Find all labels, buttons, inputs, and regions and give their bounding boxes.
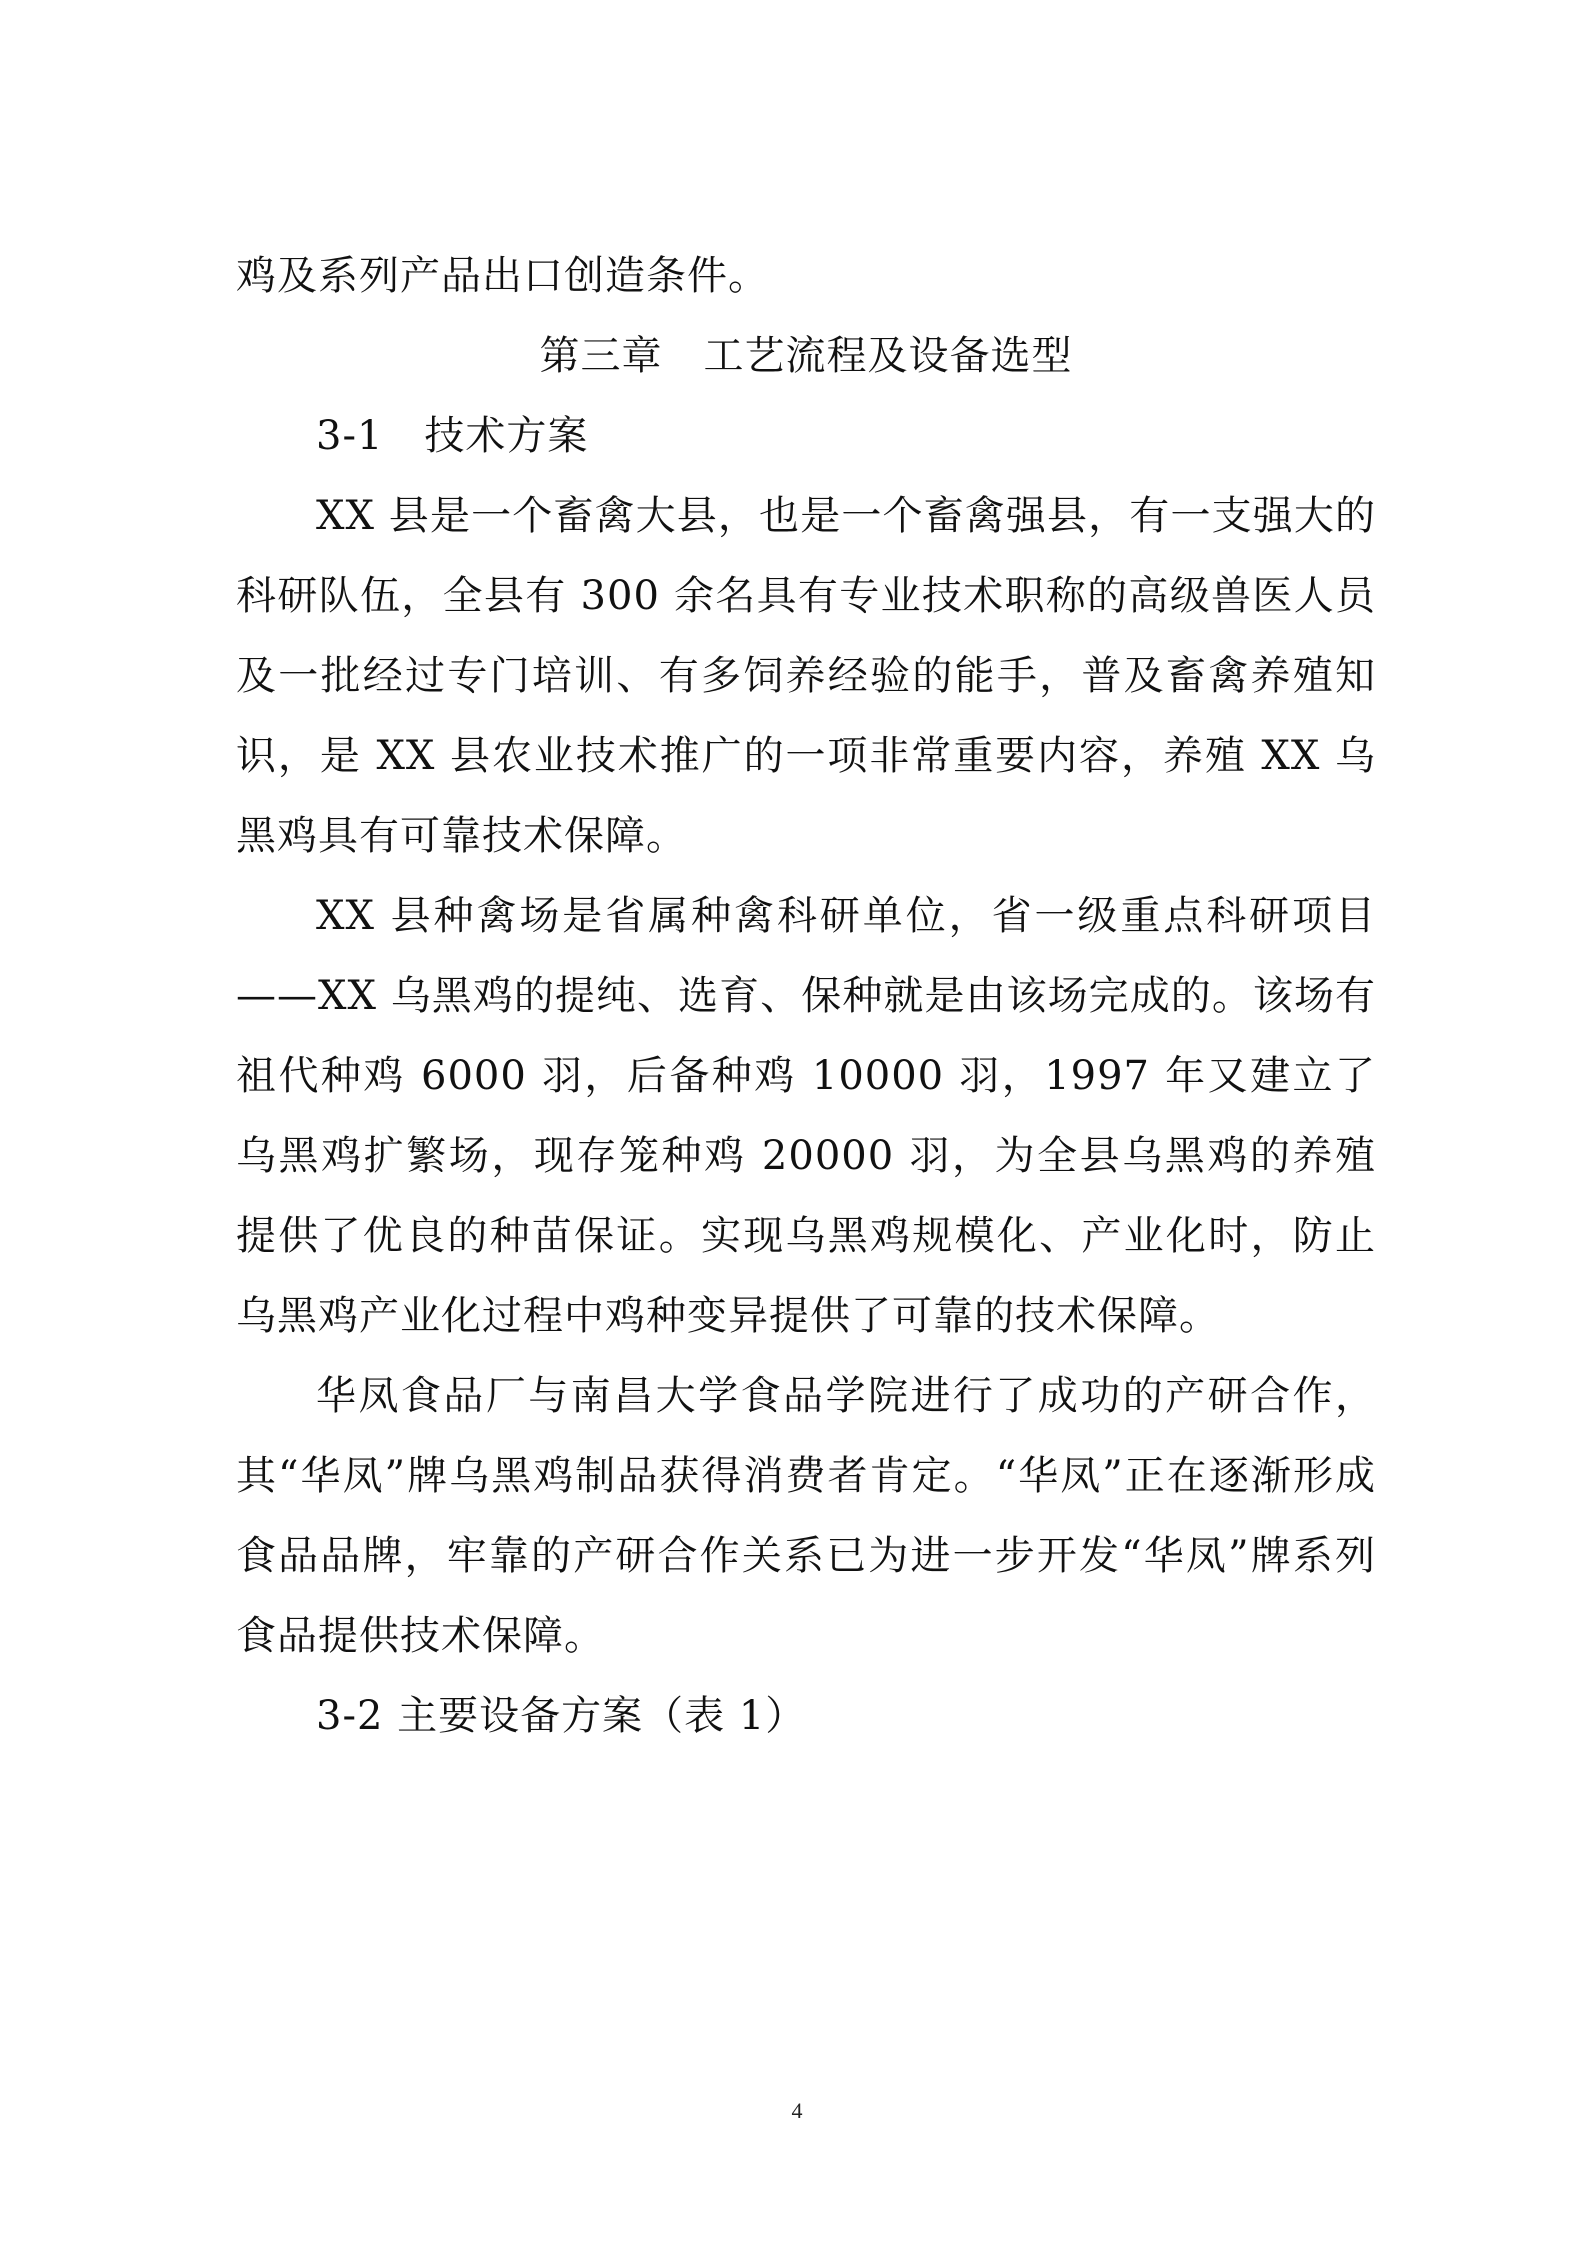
section-heading-3-1: 3-1 技术方案	[316, 413, 589, 459]
paragraph-technical-staff: XX 县是一个畜禽大县，也是一个畜禽强县，有一支强大的科研队伍，全县有 300 余名具有专业技术职称的高级兽医人员及一批经过专门培训、有多饲养经验的能手，普及畜禽养殖知识，是 XX 县农业技术推广的一项非常重要内容，养殖 XX 乌黑鸡具有可靠技术保障。	[236, 493, 1376, 859]
page-number: 4	[791, 2098, 803, 2123]
paragraph-breeding-farm: XX 县种禽场是省属种禽科研单位，省一级重点科研项目——XX 乌黑鸡的提纯、选育、保种就是由该场完成的。该场有祖代种鸡 6000 羽，后备种鸡 10000 羽，1997 年又建立了乌黑鸡扩繁场，现存笼种鸡 20000 羽，为全县乌黑鸡的养殖提供了优良的种苗保证。实现乌黑鸡规模化、产业化时，防止乌黑鸡产业化过程中鸡种变异提供了可靠的技术保障。	[236, 893, 1376, 1339]
body-text	[236, 236, 1376, 1756]
continuation-line: 鸡及系列产品出口创造条件。	[236, 253, 769, 299]
paragraph-food-factory: 华凤食品厂与南昌大学食品学院进行了成功的产研合作，其“华凤”牌乌黑鸡制品获得消费者肯定。“华凤”正在逐渐形成食品品牌，牢靠的产研合作关系已为进一步开发“华凤”牌系列食品提供技术保障。	[236, 1373, 1376, 1659]
chapter-title: 第三章 工艺流程及设备选型	[539, 333, 1073, 379]
section-heading-3-2: 3-2 主要设备方案（表 1）	[316, 1693, 807, 1739]
